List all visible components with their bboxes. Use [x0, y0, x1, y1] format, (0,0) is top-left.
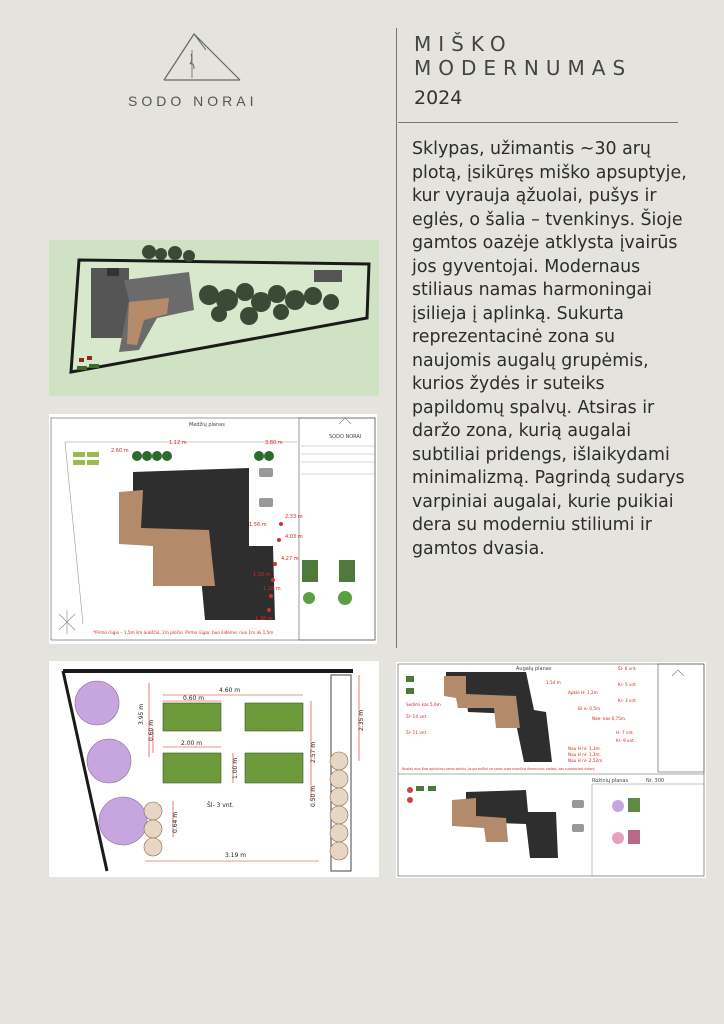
tree-label-7: 4.27 m — [281, 556, 299, 562]
render-3d-image — [49, 240, 379, 396]
plants-plan-sheet — [396, 662, 706, 878]
dim-label-5: 1.00 m — [232, 757, 239, 779]
trees-plan-logo-text: SODO NORAI — [329, 434, 362, 440]
tree-label-4: 2.33 m — [285, 514, 303, 520]
tree-label-8: 1.30 m — [253, 572, 271, 578]
plant-label-1: Šl- 6 vnt. — [618, 666, 637, 671]
page-title-line2: MODERNUMAS — [414, 56, 633, 80]
dim-label-7: 0.50 m — [310, 785, 317, 807]
trees-plan-title: Medžių planas — [189, 422, 225, 428]
vegetable-zone-plan — [49, 661, 379, 877]
dim-label-3: 0.60 m — [148, 719, 155, 741]
plants-plan-title: Augalų planas — [516, 666, 552, 672]
tree-label-5: 1.56 m — [249, 522, 267, 528]
tree-label-10: 1.38 m — [255, 616, 273, 622]
dim-label-4: 2.00 m — [181, 740, 203, 747]
plant-label-7: Br e- 0,5m — [578, 706, 601, 711]
tree-label-6: 4.03 m — [285, 534, 303, 540]
dim-label-8: 2.35 m — [358, 709, 365, 731]
dim-label-10: 0.64 m — [172, 811, 179, 833]
dim-label-6: 2.57 m — [310, 741, 317, 763]
plant-label-15: Nau H nl- 2,52m. — [568, 758, 604, 763]
plant-label-10: Šl- 11 vnt. — [406, 730, 428, 735]
plant-label-8: Kr- 3 vnt. — [618, 698, 638, 703]
roses-plan-code: Nr. 300 — [646, 778, 665, 784]
trees-plan-note: *Pirmo rūgio – 1,5m ilm aukščio, 2m pločio. Pirmo rūgio: buo ilideme: nuo 1m iki 1,5m — [93, 630, 274, 635]
plant-label-4: Apklė H- 1,2m — [568, 690, 598, 695]
page-year: 2024 — [414, 87, 463, 109]
plant-label-5: Šl- 14 vnt. — [406, 714, 428, 719]
trees-plan-sheet — [49, 414, 377, 644]
plant-label-2: 1.54 m — [546, 680, 561, 685]
dim-label-9: 3.95 m — [138, 703, 145, 725]
plant-label-3: Kr- 5 vnt. — [618, 682, 638, 687]
project-description: Sklypas, užimantis ~30 arų plotą, įsikūręs miško apsuptyje, kur vyrauja ąžuolai, pušys ir eglės, o šalia – tvenkinys. Šioje gamtos oazėje atklysta įvairūs jos gyventojai. Modernaus stiliaus namas harmoningai įsilieja į aplinką. Sukurta reprezentacinė zona su naujomis augalų grupėmis, kurios žydės ir suteiks papildomų spalvų. Atsiras ir daržo zona, kurią augalai subtiliai pridengs, išlaikydami minimalizmą. Pagrindą sudarys varpiniai augalai, kurie puikiai dera su moderniu stiliumi ir gamtos dvasia. — [412, 139, 687, 559]
plant-label-14: Nau H nl- 1,3m. — [568, 752, 601, 757]
plant-count-label: Šl- 3 vnt. — [207, 802, 234, 809]
plant-label-9: Nae- kas 0,75m. — [592, 716, 627, 721]
tree-label-9: 1.26 m — [263, 586, 281, 592]
brand-name: SODO NORAI — [128, 93, 258, 109]
brand-logo-icon — [158, 30, 244, 84]
divider-horizontal — [398, 122, 678, 123]
dim-label-11: 3.19 m — [225, 852, 247, 859]
tree-label-2: 3.80 m — [265, 440, 283, 446]
tree-label-3: 2.60 m — [111, 448, 129, 454]
page-title-line1: MIŠKO — [414, 32, 513, 56]
divider-vertical — [396, 28, 397, 648]
plant-label-11: H- 7 vnt. — [616, 730, 635, 735]
plant-label-6: Sedimi kas 5,6m — [406, 702, 441, 707]
plant-label-12: Kr- 9 vnt. — [616, 738, 636, 743]
plants-plan-note: Nuolaij mus šioo aplinkiniu vamo sotinis, jis gurbulčiai ne saros puse esančius šrmenukus vadzpt, kas suvajoniant sirtanį. — [402, 767, 596, 771]
plant-label-13: Nau H nl- 1,3m. — [568, 746, 601, 751]
roses-plan-title: Rožinių planas — [592, 778, 629, 784]
dim-label-1: 4.60 m — [219, 687, 241, 694]
tree-label-1: 1.12 m — [169, 440, 187, 446]
dim-label-2: 0.60 m — [183, 695, 205, 702]
